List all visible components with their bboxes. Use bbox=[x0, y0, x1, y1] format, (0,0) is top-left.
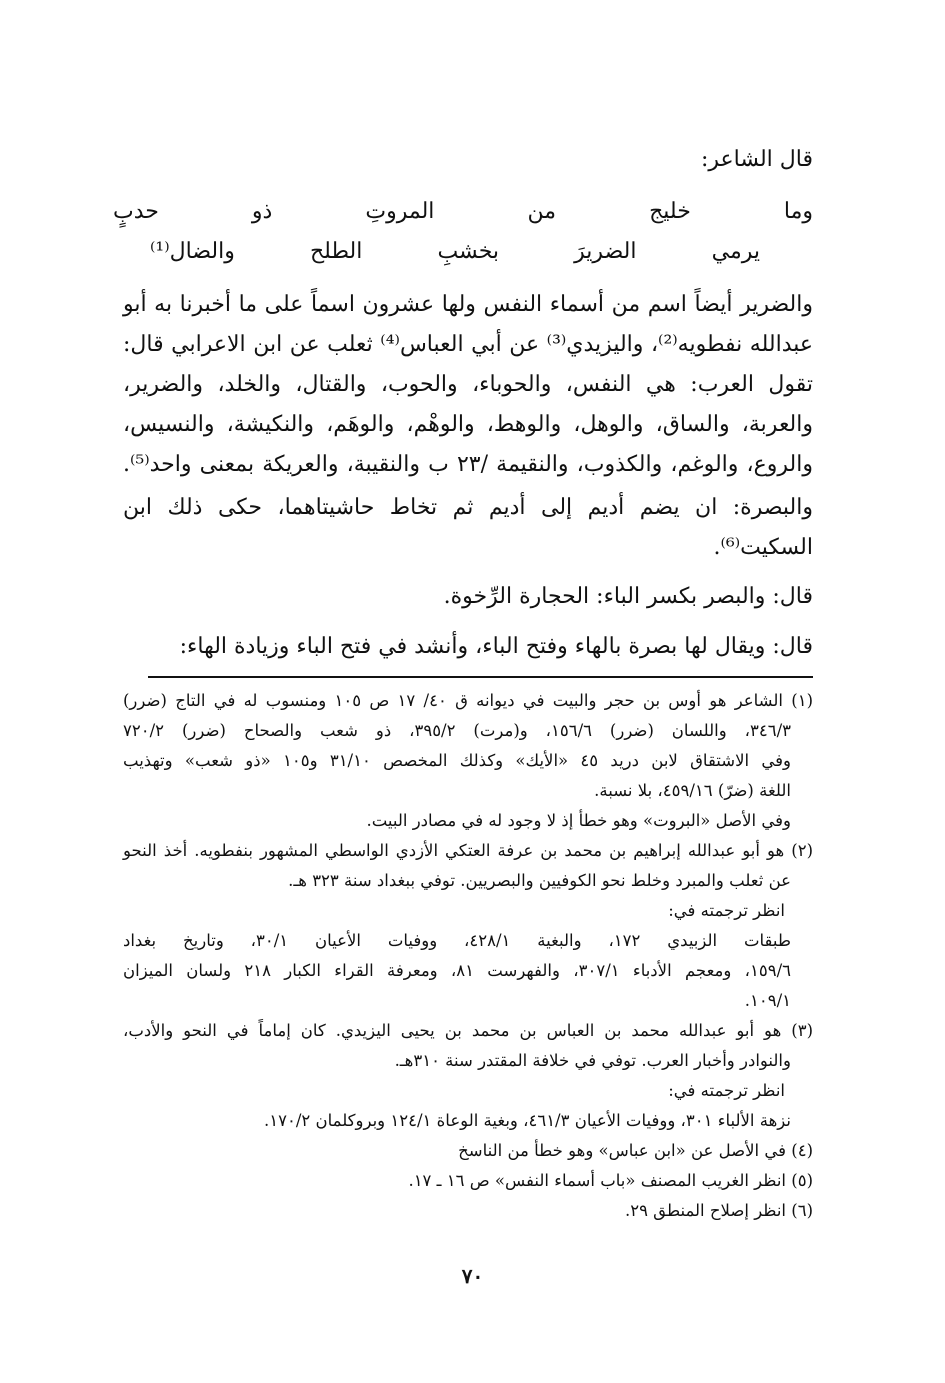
footnote-3-line: (٣) هو أبو عبدالله محمد بن العباس بن محمد بن يحيى اليزيدي. كان إماماً في النحو والأدب، bbox=[123, 1021, 813, 1040]
paragraph-line: السكيت⁽⁶⁾. bbox=[713, 535, 813, 560]
paragraph-line: تقول العرب: هي النفس، والحوباء، والحوب، والقتال، والخلد، والضرير، bbox=[123, 372, 813, 397]
footnote-2-line: انظر ترجمته في: bbox=[668, 901, 785, 920]
footnote-4: (٤) في الأصل عن «ابن عباس» وهو خطأ من الناسخ bbox=[458, 1141, 813, 1160]
paragraph-line: والضرير أيضاً اسم من أسماء النفس ولها عشرون اسماً على ما أخبرنا به أبو bbox=[123, 292, 813, 317]
footnote-1-line: وفي الاشتقاق لابن دريد ٤٥ «الأيك» وكذلك المخصص ٣١/١٠ و١٠٥ «ذو شعب» وتهذيب bbox=[123, 751, 791, 770]
paragraph-basr bbox=[123, 577, 813, 617]
paragraph-line: قال: ويقال لها بصرة بالهاء وفتح الباء، وأنشد في فتح الباء وزيادة الهاء: bbox=[179, 634, 813, 659]
paragraph-line: والروع، والوغم، والكذوب، والنقيمة /٢٣ ب والنقيبة، والعريكة بمعنى واحد⁽⁵⁾. bbox=[123, 452, 813, 477]
verse-first-hemistich bbox=[113, 192, 813, 232]
paragraph-line: والبصرة: ان يضم أديم إلى أديم ثم تخاط حاشيتاهما، حكى ذلك ابن bbox=[123, 495, 813, 520]
paragraph-basra bbox=[123, 488, 813, 568]
paragraph-soul-names bbox=[123, 285, 813, 485]
footnote-1-line: (١) الشاعر هو أوس بن حجر والبيت في ديوانه ق ٤٠/ ١٧ ص ١٠٥ ومنسوب له في التاج (ضرر) bbox=[123, 691, 813, 710]
intro-text bbox=[123, 140, 813, 180]
footnote-2-line: عن ثعلب والمبرد وخلط نحو الكوفيين والبصريين. توفي ببغداد سنة ٣٢٣ هـ. bbox=[288, 871, 791, 890]
verse-second-hemistich bbox=[150, 232, 760, 272]
footnote-divider bbox=[148, 676, 813, 678]
footnotes bbox=[123, 686, 813, 1226]
footnote-2-line: ١٥٩/٦، ومعجم الأدباء ٣٠٧/١، والفهرست ٨١، ومعرفة القراء الكبار ٢١٨ ولسان الميزان bbox=[123, 961, 791, 980]
footnote-1-line: ٣٤٦/٣، واللسان (ضرر) ١٥٦/٦، و(مرت) ٣٩٥/٢، ذو شعب والصحاح (ضرر) ٧٢٠/٢ bbox=[123, 721, 791, 740]
footnote-3-line: نزهة الألباء ٣٠١، ووفيات الأعيان ٤٦١/٣، وبغية الوعاة ١٢٤/١ وبروكلمان ١٧٠/٢. bbox=[264, 1111, 791, 1130]
footnote-1-line: وفي الأصل «البروت» وهو خطأ إذ لا وجود له في مصادر البيت. bbox=[366, 811, 791, 830]
footnote-5: (٥) انظر الغريب المصنف «باب أسماء النفس» ص ١٦ ـ ١٧. bbox=[408, 1171, 813, 1190]
footnote-2-line: طبقات الزبيدي ١٧٢، والبغية ٤٢٨/١، ووفيات الأعيان ٣٠/١، وتاريخ بغداد bbox=[123, 931, 791, 950]
paragraph-line: والعربة، والساق، والوهل، والوهط، والوهْم، والوهَم، والنكيشة، والنسيس، bbox=[123, 412, 813, 437]
intro-line: قال الشاعر: bbox=[700, 147, 813, 172]
footnote-3-line: انظر ترجمته في: bbox=[668, 1081, 785, 1100]
footnote-2-line: (٢) هو أبو عبدالله إبراهيم بن محمد بن عرفة العتكي الأزدي الواسطي المشهور بنفطويه. أخذ النحو bbox=[123, 841, 813, 860]
footnote-3-line: والنوادر وأخبار العرب. توفي في خلافة المقتدر سنة ٣١٠هـ. bbox=[394, 1051, 791, 1070]
paragraph-line: قال: والبصر بكسر الباء: الحجارة الرِّخوة. bbox=[443, 584, 813, 609]
verse-line: وما خليج من المروتِ ذو حدبٍ bbox=[113, 199, 813, 224]
paragraph-line: عبدالله نفطويه⁽²⁾، واليزيدي⁽³⁾ عن أبي العباس⁽⁴⁾ ثعلب عن ابن الاعرابي قال: bbox=[123, 332, 814, 357]
footnote-1-line: اللغة (ضرّ) ٤٥٩/١٦، بلا نسبة. bbox=[594, 781, 791, 800]
page-number: ٧٠ bbox=[461, 1264, 484, 1288]
footnote-2-line: ١٠٩/١. bbox=[744, 991, 791, 1010]
verse-line: يرمي الضريرَ بخشبِ الطلح والضال⁽¹⁾ bbox=[150, 239, 760, 264]
paragraph-basra-ha bbox=[123, 627, 813, 667]
footnote-6: (٦) انظر إصلاح المنطق ٢٩. bbox=[624, 1201, 813, 1220]
